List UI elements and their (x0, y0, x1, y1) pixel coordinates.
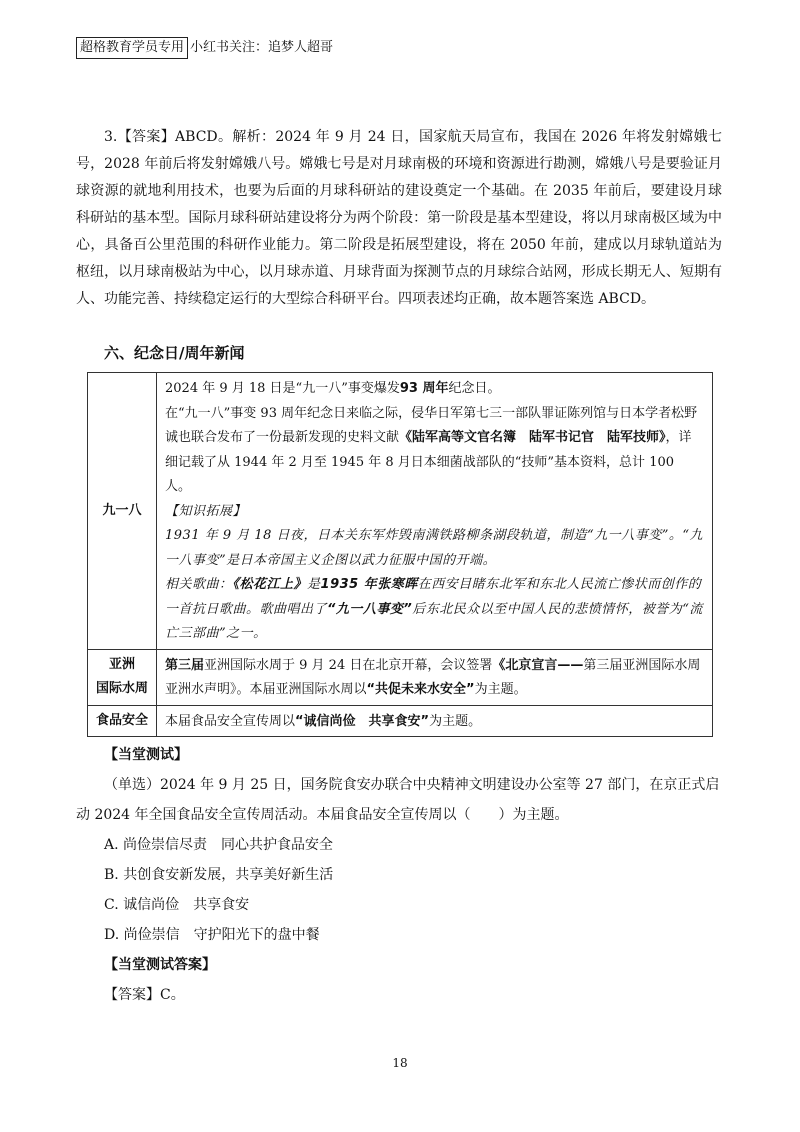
row-content-food-safety (157, 705, 713, 737)
bold-segment: 第三届 (165, 657, 205, 673)
text-segment: 为主题。 (429, 713, 482, 729)
bold-segment: 《北京宣言—— (492, 657, 584, 673)
table-row-918 (88, 373, 713, 650)
table-row-water-week (88, 649, 713, 705)
quiz-option-a: A. 尚俭崇信尽责 同心共护食品安全 (104, 837, 334, 853)
anniversary-news-table (87, 372, 713, 737)
answer-3-paragraph: 3.【答案】ABCD。解析：2024 年 9 月 24 日，国家航天局宣布，我国在 2026 年将发射嫦娥七号，2028 年前后将发射嫦娥八号。嫦娥七号是对月球南极的环境和资源进行勘测，嫦娥八号是要验证月球资源的就地利用技术，也要为后面的月球科研站的建设奠定一个基础。在 2035 年前后，要建设月球科研站的基本型。国际月球科研站建设将分为两个阶段：第一阶段是基本型建设，将以月球南极区域为中心，具备百公里范围的科研作业能力。第二阶段是拓展型建设，将在 2050 年前，建成以月球轨道站为枢纽，以月球南极站为中心，以月球赤道、月球背面为探测节点的月球综合站网，形成长期无人、短期有人、功能完善、持续稳定运行的大型综合科研平台。四项表述均正确，故本题答案选 ABCD。 (76, 129, 722, 307)
label-line: 国际水周 (95, 681, 148, 696)
page-header (76, 36, 333, 60)
text-segment: 纪念日。 (448, 381, 501, 396)
quiz-question: （单选）2024 年 9 月 25 日，国务院食安办联合中央精神文明建设办公室等 27 部门，在京正式启动 2024 年全国食品安全宣传周活动。本届食品安全宣传周以（ ）为主题。 (76, 777, 720, 823)
quiz-option-b: B. 共创食安新发展，共享美好新生活 (104, 867, 334, 883)
918-paragraph-1 (165, 377, 704, 402)
quiz-answer: 【答案】C。 (104, 987, 185, 1003)
918-history-paragraph: 1931 年 9 月 18 日夜，日本关东军炸毁南满铁路柳条湖段轨道，制造“九一八事变”。“九一八事变”是日本帝国主义企图以武力征服中国的开端。 (165, 528, 703, 568)
text-segment: 本届食品安全宣传周以 (165, 713, 296, 729)
bold-segment: 93 周年 (399, 381, 449, 396)
text-segment: 在“九一八”事变 93 周年纪念日来临之际，侵华日军第七三一部队罪证陈列馆与日本学者松野诚也联合发布了一份最新发现的史料文献 (165, 405, 698, 445)
section-title: 六、纪念日/周年新闻 (104, 344, 245, 362)
text-segment: 后东北民众以至中国人民的悲愤情怀，被誉为“流亡三部曲”之一。 (165, 601, 703, 641)
page-number: 18 (392, 1056, 408, 1070)
918-song-paragraph (165, 573, 704, 647)
header-note: 小红书关注：追梦人超哥 (190, 40, 334, 55)
bold-segment: “诚信尚俭 共享食安” (295, 713, 430, 729)
quiz-option-c: C. 诚信尚俭 共享食安 (104, 897, 250, 913)
food-safety-paragraph (165, 710, 704, 735)
quiz-section (76, 740, 722, 1010)
bold-segment: “九一八事变” (327, 601, 413, 617)
row-label-918: 九一八 (88, 373, 157, 650)
bold-segment: 《陆军高等文官名簿 陆军书记官 陆军技师》 (399, 430, 666, 445)
bold-segment: “共促未来水安全” (366, 682, 475, 697)
bold-segment: 1935 年张寒晖 (320, 577, 418, 592)
bold-segment: 《松花江上》 (232, 577, 308, 592)
quiz-option-d: D. 尚俭崇信 守护阳光下的盘中餐 (104, 927, 320, 943)
quiz-heading: 【当堂测试】 (104, 747, 188, 763)
water-week-paragraph (165, 654, 704, 703)
row-label-water-week (88, 649, 157, 705)
label-line: 亚洲 (108, 657, 135, 672)
text-segment: 为主题。 (474, 682, 527, 697)
918-paragraph-2 (165, 402, 704, 500)
text-segment: 2024 年 9 月 18 日是“九一八”事变爆发 (165, 381, 400, 396)
text-segment: 是 (307, 577, 321, 592)
text-segment: ，详细记载了从 1944 年 2 月至 1945 年 8 月日本细菌战部队的“技师”基本资料，总计 100 人。 (165, 430, 692, 494)
row-label-food-safety: 食品安全 (88, 705, 157, 737)
knowledge-expansion-heading: 【知识拓展】 (165, 503, 247, 519)
table-row-food-safety (88, 705, 713, 737)
row-content-water-week (157, 649, 713, 705)
text-segment: 相关歌曲： (165, 577, 233, 592)
text-segment: 亚洲国际水周于 9 月 24 日在北京开幕，会议签署 (204, 657, 493, 673)
text-segment: 第三届亚洲国际水周亚洲水声明》。本届亚洲国际水周以 (165, 657, 701, 697)
text-segment: 在西安目睹东北军和东北人民流亡惨状而创作的一首抗日歌曲。歌曲唱出了 (165, 577, 702, 617)
row-content-918 (157, 373, 713, 650)
quiz-answer-heading: 【当堂测试答案】 (104, 957, 216, 973)
header-badge: 超格教育学员专用 (76, 37, 188, 59)
